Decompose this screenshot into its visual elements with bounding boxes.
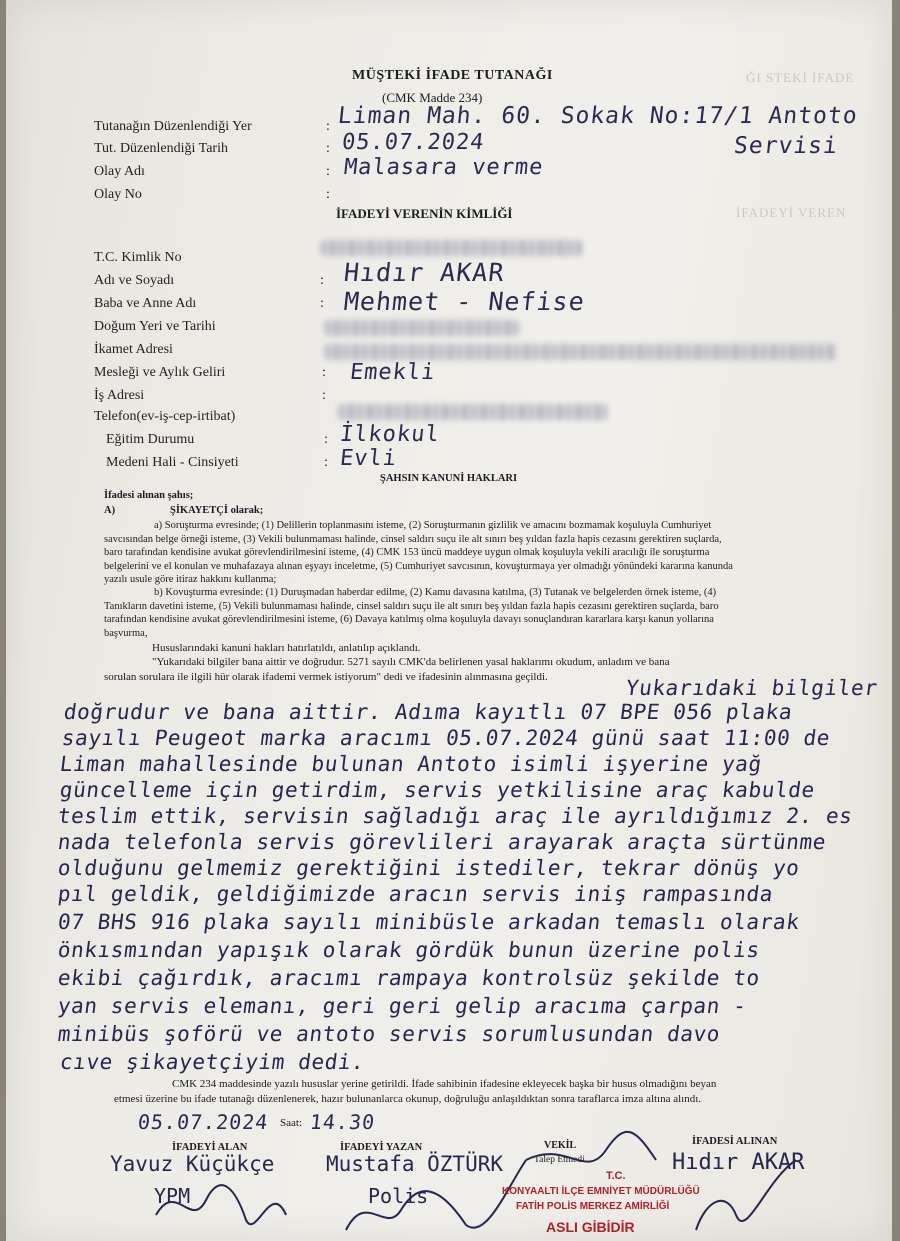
field-value-marital: Evli [338,446,399,471]
show-through-text: ĞI STEKİ İFADE [746,70,855,85]
signature-role: İFADESİ ALINAN [692,1136,778,1147]
text-line: başvurma, [104,627,148,639]
stamp-line: T.C. [606,1170,626,1182]
redacted-birth [324,320,519,336]
stamp-line: FATİH POLİS MERKEZ AMİRLİĞİ [516,1201,670,1212]
signature-name: Yavuz Küçükçe [110,1152,275,1176]
statement-line: nada telefonla servis görevlileri arayarak araçta sürtünme [56,830,828,854]
field-label-address: İkamet Adresi [94,342,173,357]
statement-line: minibüs şoförü ve antoto servis sorumlusundan davo [56,1022,722,1046]
colon: : [322,388,326,403]
rights-section-letter: A) [104,505,116,516]
statement-line: önkısmından yapışık olarak gördük bunun üzerine polis [56,938,762,962]
statement-line: olduğunu gelmemiz gerektiğini istediler, tekrar dönüş yo [56,856,802,880]
signature-scribble-3 [526,1132,656,1162]
rights-quote-line: "Yukarıdaki bilgiler bana aittir ve doğrudur. 5271 sayılı CMK'da belirlenen yasal haklarımı okudum, anladım ve bana [152,656,670,668]
colon: : [320,273,324,288]
field-label-work-address: İş Adresi [94,388,145,403]
signature-title: Polis [368,1184,429,1208]
field-value-name: Hıdır AKAR [342,258,507,287]
colon: : [320,296,324,311]
field-value-place-cont: Servisi [732,133,840,159]
field-value-job: Emekli [348,360,437,385]
stamp-line: KONYAALTI İLÇE EMNİYET MÜDÜRLÜĞÜ [502,1186,700,1197]
closing-line: CMK 234 maddesinde yazılı hususlar yerine getirildi. İfade sahibinin ifadesine ekleyecek başka bir husus olmadığını beyan [172,1078,717,1090]
colon: : [324,432,328,447]
field-label-parents: Baba ve Anne Adı [94,296,197,311]
colon: : [322,365,326,380]
signature-role: İFADEYİ YAZAN [340,1142,423,1153]
signature-name: Hıdır AKAR [672,1150,805,1175]
signature-scribbles [6,1120,892,1241]
signed-date: 05.07.2024 [136,1110,270,1134]
document-page [6,0,892,1241]
text-line: b) Kovuşturma evresinde: (1) Duruşmadan haberdar edilme, (2) Kamu davasına katılma, (3) Tutanak ve belgelerden örnek isteme, (4) [154,587,717,598]
text-line: belgelerini ve el konulan ve muhafazaya alınan eşyayı inceletme, (5) Cumhuriyet savcısının, kovuşturmaya yer olmadığı yönündeki kararına kanunda [104,560,733,572]
text-line: a) Soruşturma evresinde; (1) Delillerin toplanmasını isteme, (2) Soruşturmanın gizlilik ve amacını bozmamak koşuluyla Cumhuriyet [154,520,712,531]
field-label-place: Tutanağın Düzenlendiği Yer [94,119,252,134]
rights-paragraph-b [104,586,816,640]
redacted-tc [320,240,582,256]
signature-title: YPM [154,1184,191,1208]
rights-paragraph-a [104,519,816,587]
signature-scribble-1 [156,1185,286,1224]
show-through-text: İFADEYİ VEREN [736,205,847,220]
statement-line: sayılı Peugeot marka aracımı 05.07.2024 günü saat 11:00 de [60,726,832,750]
redacted-phone [338,404,608,420]
text-line: tarafından kendisine avukat görevlendirilmesini isteme, (6) Davaya katılmış olma koşuluyla davayı sonuçlandıran kararlara karşı kanun yollarına [104,614,714,625]
field-label-tc: T.C. Kimlik No [94,250,182,265]
field-label-date: Tut. Düzenlendiği Tarih [94,141,228,156]
statement-line: Liman mahallesinde bulunan Antoto isimli işyerine yağ [58,752,764,776]
rights-reminder: Hususlarındaki kanuni hakları hatırlatıldı, anlatılıp açıklandı. [152,642,421,654]
field-label-phone: Telefon(ev-iş-cep-irtibat) [94,409,236,424]
field-value-education: İlkokul [338,422,442,447]
text-line: Tanıkların davetini isteme, (5) Vekili bulunmaması halinde, cinsel saldırı suçu ile alt sınırı beş yıldan fazla hapis cezasını gerektiren suçlarda, baro [104,600,719,612]
redacted-address [324,344,836,360]
statement-line: Yukarıdaki bilgiler [624,676,880,700]
rights-intro: İfadesi alınan şahıs; [104,490,194,501]
field-label-education: Eğitim Durumu [106,432,195,447]
rights-quote-line: sorulan sorulara ile ilgili hür olarak ifademi vermek istiyorum" dedi ve ifadesinin alınmasına geçildi. [104,671,548,683]
statement-line: 07 BHS 916 plaka sayılı minibüsle arkadan temaslı olarak [56,910,802,934]
stamp-line: ASLI GİBİDİR [546,1219,635,1235]
colon: : [326,187,330,202]
signed-time: 14.30 [308,1110,377,1134]
signature-role: İFADEYİ ALAN [172,1142,248,1153]
colon: : [324,455,328,470]
colon: : [326,119,330,134]
statement-line: yan servis elemanı, geri geri gelip aracıma çarpan - [56,994,749,1018]
field-label-event-name: Olay Adı [94,164,145,179]
time-label: Saat: [280,1117,302,1129]
statement-line: cıve şikayetçiyim dedi. [58,1050,367,1074]
text-line: yazılı usule göre itiraz hakkını kullanma; [104,574,277,585]
field-value-event-name: Malasara verme [342,155,545,180]
field-label-marital: Medeni Hali - Cinsiyeti [106,455,239,470]
statement-line: doğrudur ve bana aittir. Adıma kayıtlı 07 BPE 056 plaka [62,700,794,724]
text-line: savcısından belge örneği isteme, (3) Vekili bulunmaması halinde, cinsel saldırı suçu ile alt sınırı beş yıldan fazla hapis cezasını gerektiren suçlarda, [104,533,722,545]
field-label-birth: Doğum Yeri ve Tarihi [94,319,216,334]
colon: : [326,164,330,179]
closing-line: etmesi üzerine bu ifade tutanağı düzenlenerek, hazır bulunanlarca okunup, doğruluğu anlaşıldıktan sonra taraflarca imza altına alındı. [114,1093,702,1105]
statement-line: pıl geldik, geldiğimizde aracın servis iniş rampasında [56,882,775,906]
signature-title: Talep Etmedi [534,1155,585,1165]
colon: : [326,141,330,156]
field-value-date: 05.07.2024 [340,130,486,155]
document-title: MÜŞTEKİ İFADE TUTANAĞI [352,68,553,83]
signature-name: Mustafa ÖZTÜRK [326,1152,504,1176]
field-value-place: Liman Mah. 60. Sokak No:17/1 Antoto [336,103,860,129]
signature-scribble-4 [696,1160,796,1230]
text-line: baro tarafından kendisine avukat görevlendirilmesini isteme, (4) CMK 153 üncü maddeye uygun olmak koşuluyla vekili aracılığı ile soruşturma [104,547,710,558]
field-label-event-no: Olay No [94,187,142,202]
identity-section-title: İFADEYİ VERENİN KİMLİĞİ [336,206,513,221]
rights-section-title: ŞİKAYETÇİ olarak; [170,505,264,516]
signature-scribble-2 [346,1160,526,1230]
signature-role: VEKİL [544,1140,577,1151]
statement-line: ekibi çağırdık, aracımı rampaya kontrolsüz şekilde to [56,966,762,990]
statement-line: teslim ettik, servisin sağladığı araç ile ayrıldığımız 2. es [56,804,855,828]
statement-line: güncelleme için getirdim, servis yetkilisine araç kabulde [58,778,817,802]
rights-title: ŞAHSIN KANUNİ HAKLARI [380,473,518,484]
field-label-name: Adı ve Soyadı [94,273,175,288]
document-subtitle: (CMK Madde 234) [382,90,483,105]
field-value-parents: Mehmet - Nefise [342,287,587,316]
field-label-job: Mesleği ve Aylık Geliri [94,365,226,380]
